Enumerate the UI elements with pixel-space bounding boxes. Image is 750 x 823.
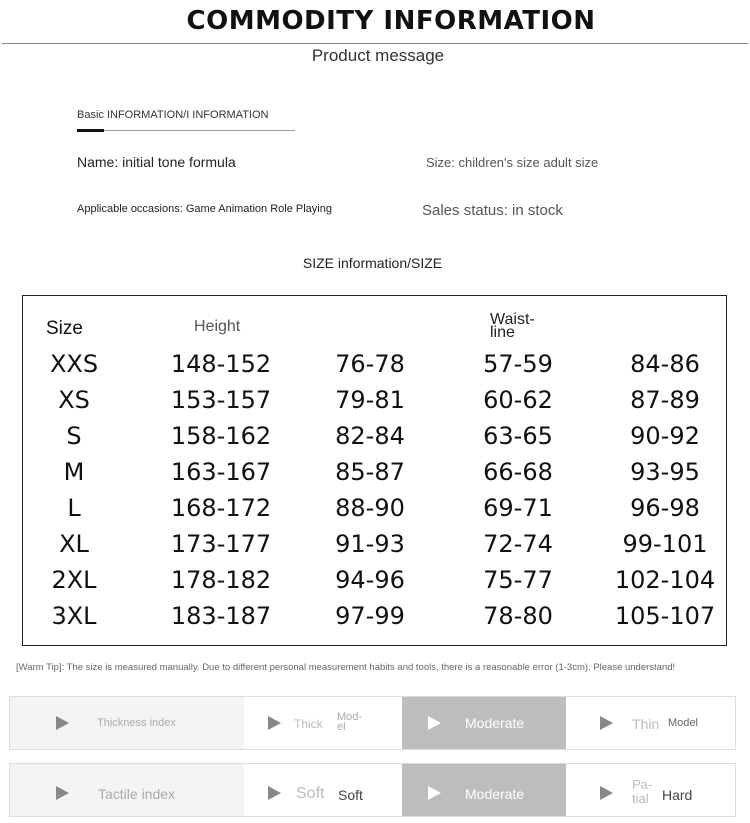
- table-cell-col5: 87-89: [630, 386, 700, 414]
- table-cell-height: 163-167: [170, 458, 272, 486]
- table-cell-height: 173-177: [170, 530, 272, 558]
- tactile-label-cell: [10, 764, 244, 816]
- tactile-option-label: Moderate: [465, 786, 525, 802]
- thickness-option-label: Thick: [294, 717, 323, 731]
- table-cell-waistline: 72-74: [483, 530, 553, 558]
- product-name: Name: initial tone formula: [77, 154, 236, 170]
- table-cell-height: 153-157: [170, 386, 272, 414]
- table-cell-waistline: 69-71: [483, 494, 553, 522]
- play-icon: [428, 716, 441, 730]
- tactile-option-moderate[interactable]: [402, 764, 566, 816]
- table-cell-col5: 96-98: [630, 494, 700, 522]
- table-cell-height: 158-162: [170, 422, 272, 450]
- play-icon: [600, 716, 613, 730]
- thickness-index-row: [9, 696, 736, 750]
- tactile-label: Tactile index: [98, 786, 176, 802]
- thickness-option-label: Model: [668, 717, 698, 729]
- table-cell-col3: 97-99: [335, 602, 405, 630]
- table-cell-height: 178-182: [170, 566, 272, 594]
- applicable-occasions: Applicable occasions: Game Animation Role Playing: [77, 203, 332, 215]
- thickness-option-label: Moderate: [465, 715, 525, 731]
- warm-tip: [Warm Tip]: The size is measured manually. Due to different personal measurement habits and tools, there is a reasonable error (1-3cm). Please understand!: [16, 662, 676, 673]
- play-icon: [56, 716, 69, 730]
- table-cell-col3: 76-78: [335, 350, 405, 378]
- table-cell-size: M: [63, 458, 85, 486]
- table-cell-height: 183-187: [170, 602, 272, 630]
- table-cell-waistline: 63-65: [483, 422, 553, 450]
- tactile-option-soft[interactable]: [244, 764, 402, 816]
- tactile-option-hard[interactable]: [566, 764, 735, 816]
- thickness-option-thick[interactable]: [244, 697, 402, 749]
- basic-info-accent: [77, 129, 104, 132]
- table-cell-col5: 90-92: [630, 422, 700, 450]
- table-cell-col3: 88-90: [335, 494, 405, 522]
- table-cell-size: S: [66, 422, 82, 450]
- table-cell-waistline: 60-62: [483, 386, 553, 414]
- tactile-option-label: Hard: [662, 787, 693, 803]
- tactile-option-label: Pa- tial: [632, 777, 653, 806]
- page-subtitle: Product message: [311, 46, 445, 65]
- tactile-option-label: Soft: [296, 785, 325, 802]
- tactile-option-label: Soft: [338, 787, 363, 803]
- table-header-size: Size: [46, 318, 83, 339]
- table-cell-size: XXS: [49, 350, 99, 378]
- table-cell-col3: 79-81: [335, 386, 405, 414]
- table-cell-size: 2XL: [51, 566, 97, 594]
- title-divider: [2, 43, 748, 44]
- thickness-label-cell: [10, 697, 244, 749]
- table-cell-height: 168-172: [170, 494, 272, 522]
- table-cell-waistline: 57-59: [483, 350, 553, 378]
- table-cell-size: XS: [58, 386, 90, 414]
- play-icon: [268, 716, 281, 730]
- table-cell-col3: 82-84: [335, 422, 405, 450]
- thickness-option-moderate[interactable]: [402, 697, 566, 749]
- table-cell-waistline: 66-68: [483, 458, 553, 486]
- table-cell-size: 3XL: [51, 602, 97, 630]
- thickness-option-label: Thin: [632, 716, 660, 732]
- table-cell-col3: 85-87: [335, 458, 405, 486]
- play-icon: [268, 786, 281, 800]
- thickness-label: Thickness index: [97, 717, 176, 729]
- table-cell-col5: 84-86: [630, 350, 700, 378]
- table-cell-col5: 105-107: [614, 602, 716, 630]
- size-section-heading: SIZE information/SIZE: [302, 255, 443, 271]
- play-icon: [56, 786, 69, 800]
- table-cell-col3: 94-96: [335, 566, 405, 594]
- basic-info-label: Basic INFORMATION/I INFORMATION: [77, 109, 269, 121]
- table-cell-waistline: 78-80: [483, 602, 553, 630]
- product-size: Size: children's size adult size: [426, 155, 599, 170]
- play-icon: [428, 786, 441, 800]
- table-cell-col5: 99-101: [622, 530, 708, 558]
- table-cell-col3: 91-93: [335, 530, 405, 558]
- table-header-height: Height: [194, 318, 241, 335]
- tactile-index-row: [9, 763, 736, 817]
- sales-status: Sales status: in stock: [422, 202, 563, 219]
- table-cell-col5: 102-104: [614, 566, 716, 594]
- table-cell-size: XL: [59, 530, 89, 558]
- table-cell-size: L: [67, 494, 81, 522]
- table-cell-height: 148-152: [170, 350, 272, 378]
- table-cell-col5: 93-95: [630, 458, 700, 486]
- table-cell-waistline: 75-77: [483, 566, 553, 594]
- table-header-waistline: Waist- line: [490, 311, 535, 341]
- thickness-option-thin[interactable]: [566, 697, 735, 749]
- thickness-option-label: Mod- el: [337, 711, 363, 733]
- play-icon: [600, 786, 613, 800]
- page-title: COMMODITY INFORMATION: [186, 6, 596, 36]
- basic-info-divider: [77, 130, 295, 131]
